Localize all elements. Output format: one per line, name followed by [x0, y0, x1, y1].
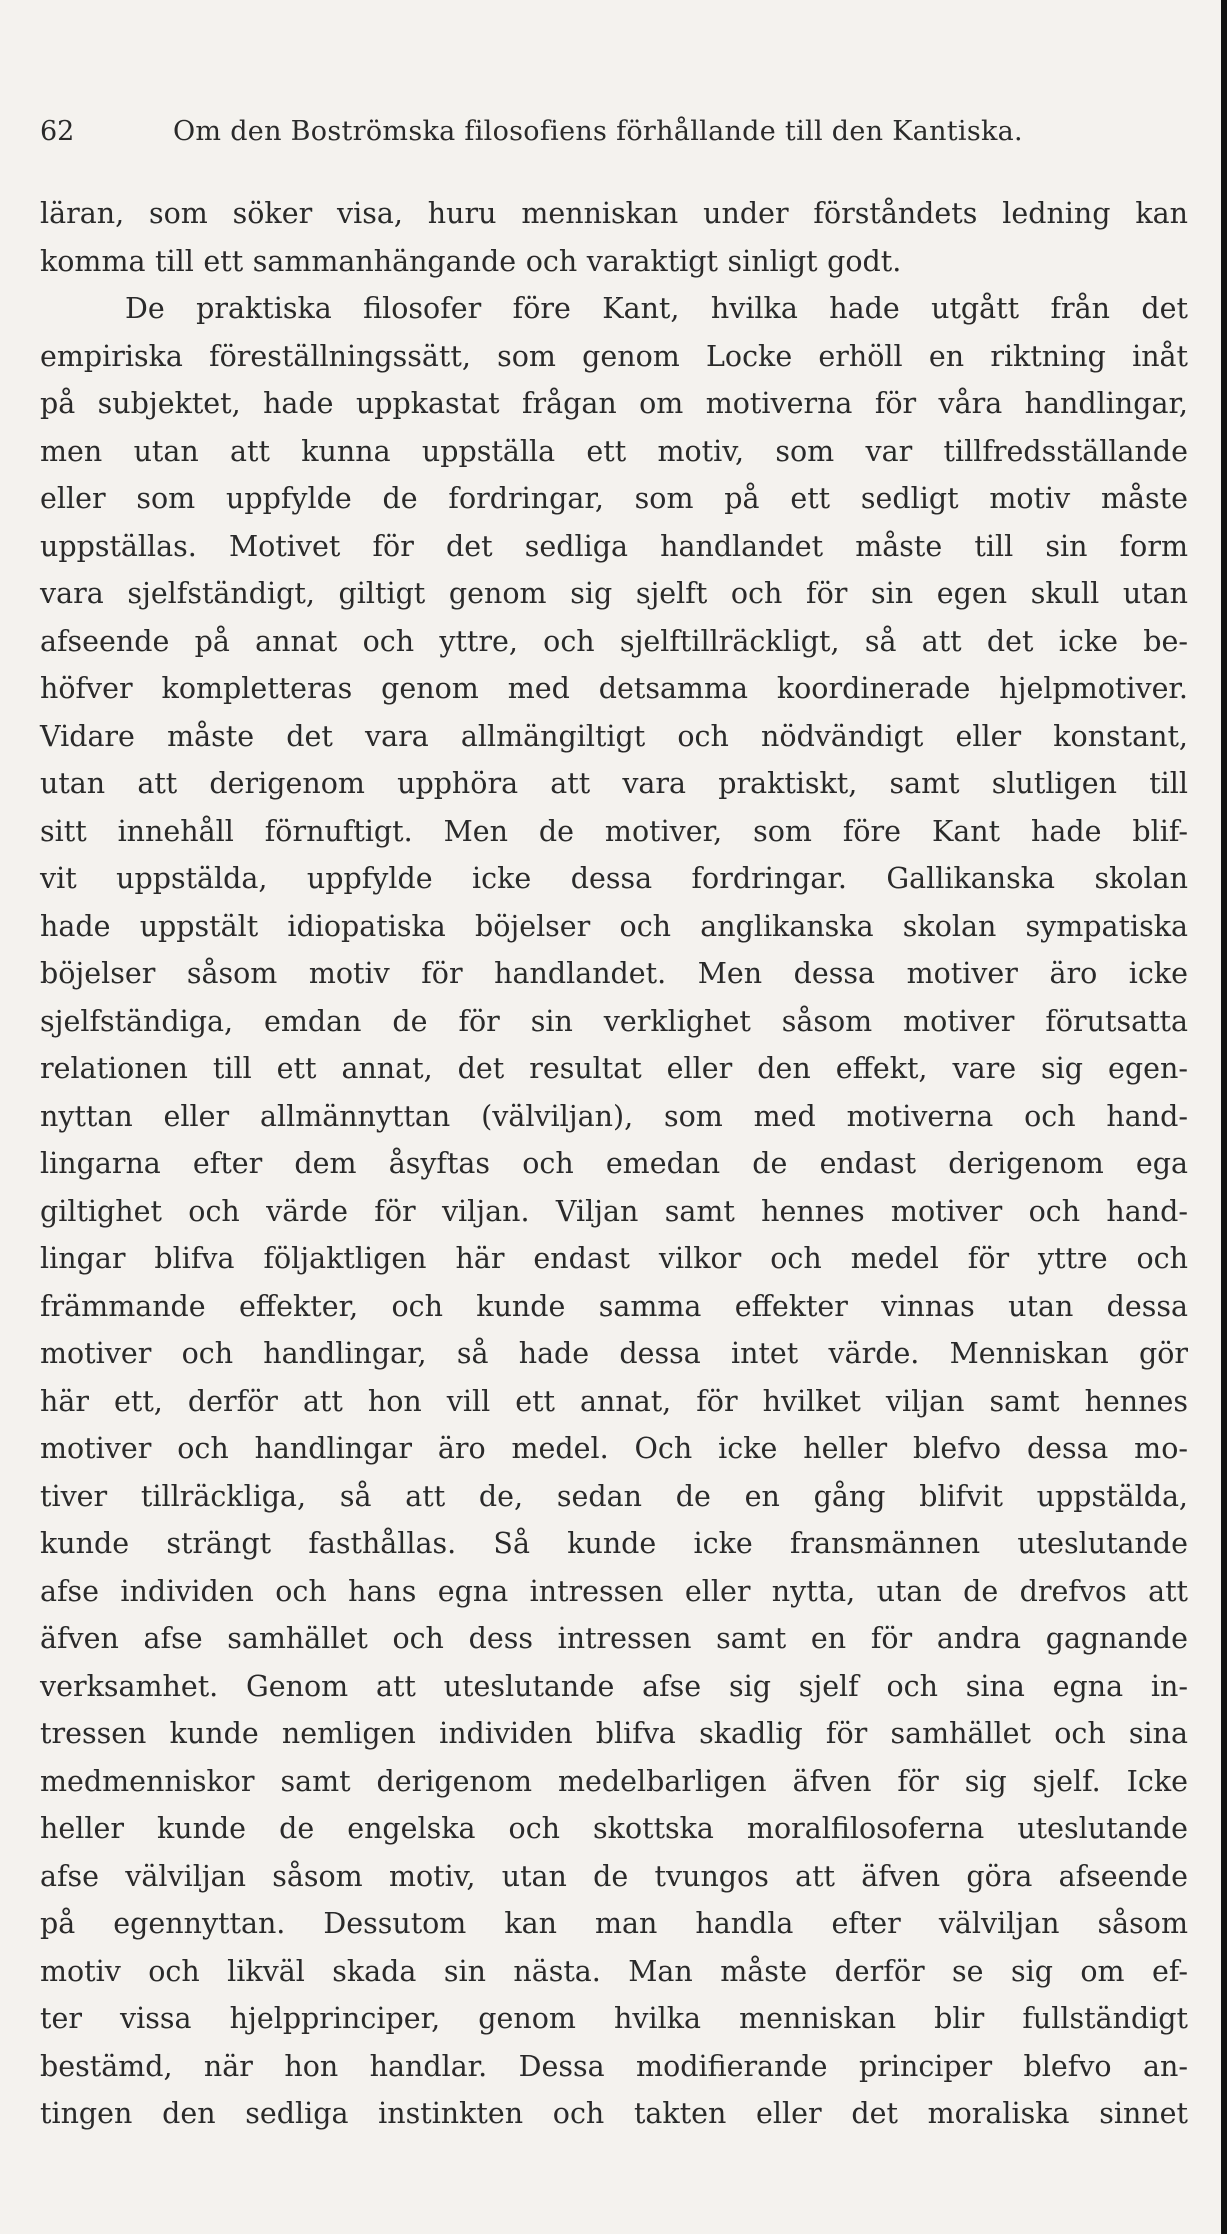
text-line: heller kunde de engelska och skottska moralfilosoferna uteslutande: [40, 1812, 1188, 1845]
page-edge: [1221, 0, 1227, 2234]
text-line: sitt innehåll förnuftigt. Men de motiver, som före Kant hade blif-: [40, 814, 1188, 848]
text-line: motiver och handlingar, så hade dessa intet värde. Menniskan gör: [40, 1337, 1188, 1370]
text-line: lingarna efter dem åsyftas och emedan de endast derigenom ega: [40, 1147, 1188, 1180]
text-line: motiv och likväl skada sin nästa. Man måste derför se sig om ef-: [40, 1954, 1188, 1988]
text-line: kunde strängt fasthållas. Så kunde icke fransmännen uteslutande: [40, 1527, 1188, 1560]
text-line: verksamhet. Genom att uteslutande afse sig sjelf och sina egna in-: [40, 1669, 1188, 1703]
text-line: vara sjelfständigt, giltigt genom sig sjelft och för sin egen skull utan: [40, 577, 1188, 610]
text-line: eller som uppfylde de fordringar, som på ett sedligt motiv måste: [40, 482, 1188, 515]
text-line: på egennyttan. Dessutom kan man handla efter välviljan såsom: [40, 1907, 1188, 1940]
running-head: [40, 112, 1188, 152]
text-line: uppställas. Motivet för det sedliga handlandet måste till sin form: [40, 529, 1188, 563]
text-line: ter vissa hjelpprinciper, genom hvilka menniskan blir fullständigt: [40, 2002, 1188, 2035]
text-line: Vidare måste det vara allmängiltigt och nödvändigt eller konstant,: [40, 719, 1188, 753]
text-line: tiver tillräckliga, så att de, sedan de en gång blifvit uppstälda,: [40, 1479, 1188, 1513]
text-line: empiriska föreställningssätt, som genom Locke erhöll en riktning inåt: [40, 339, 1188, 373]
text-line: giltighet och värde för viljan. Viljan samt hennes motiver och hand-: [40, 1194, 1188, 1228]
page-number: 62: [40, 116, 75, 147]
text-line: afse välviljan såsom motiv, utan de tvungos att äfven göra afseende: [40, 1859, 1188, 1893]
text-line: sjelfständiga, emdan de för sin verklighet såsom motiver förutsatta: [40, 1004, 1188, 1038]
text-line: komma till ett sammanhängande och varaktigt sinligt godt.: [40, 244, 902, 278]
text-line: lingar blifva följaktligen här endast vilkor och medel för yttre och: [40, 1242, 1188, 1275]
text-line: nyttan eller allmännyttan (välviljan), som med motiverna och hand-: [40, 1099, 1188, 1133]
text-line: bestämd, när hon handlar. Dessa modifierande principer blefvo an-: [40, 2049, 1188, 2083]
text-line: afse individen och hans egna intressen eller nytta, utan de drefvos att: [40, 1574, 1188, 1608]
text-line: höfver kompletteras genom med detsamma koordinerade hjelpmotiver.: [40, 672, 1188, 705]
text-line: böjelser såsom motiv för handlandet. Men dessa motiver äro icke: [40, 957, 1188, 990]
text-line: på subjektet, hade uppkastat frågan om motiverna för våra handlingar,: [40, 387, 1188, 420]
running-title: Om den Boströmska filosofiens förhållande till den Kantiska.: [173, 116, 1023, 147]
text-line: läran, som söker visa, huru menniskan under förståndets ledning kan: [40, 197, 1188, 230]
text-line: vit uppstälda, uppfylde icke dessa fordringar. Gallikanska skolan: [40, 862, 1188, 895]
text-line: tressen kunde nemligen individen blifva skadlig för samhället och sina: [40, 1717, 1188, 1750]
text-line: men utan att kunna uppställa ett motiv, som var tillfredsställande: [40, 434, 1188, 468]
text-line: afseende på annat och yttre, och sjelftillräckligt, så att det icke be-: [40, 624, 1188, 658]
text-line: främmande effekter, och kunde samma effekter vinnas utan dessa: [40, 1289, 1188, 1323]
text-line: här ett, derför att hon vill ett annat, för hvilket viljan samt hennes: [40, 1384, 1188, 1418]
body-text: [40, 190, 1188, 2138]
text-line: äfven afse samhället och dess intressen samt en för andra gagnande: [40, 1622, 1188, 1655]
text-line: De praktiska filosofer före Kant, hvilka hade utgått från det: [125, 292, 1188, 325]
text-line: utan att derigenom upphöra att vara praktiskt, samt slutligen till: [40, 767, 1188, 800]
text-line: hade uppstält idiopatiska böjelser och anglikanska skolan sympatiska: [40, 909, 1188, 943]
text-line: tingen den sedliga instinkten och takten eller det moraliska sinnet: [40, 2097, 1188, 2130]
text-line: relationen till ett annat, det resultat eller den effekt, vare sig egen-: [40, 1052, 1188, 1085]
text-line: medmenniskor samt derigenom medelbarligen äfven för sig sjelf. Icke: [40, 1764, 1188, 1798]
text-line: motiver och handlingar äro medel. Och icke heller blefvo dessa mo-: [40, 1432, 1188, 1465]
